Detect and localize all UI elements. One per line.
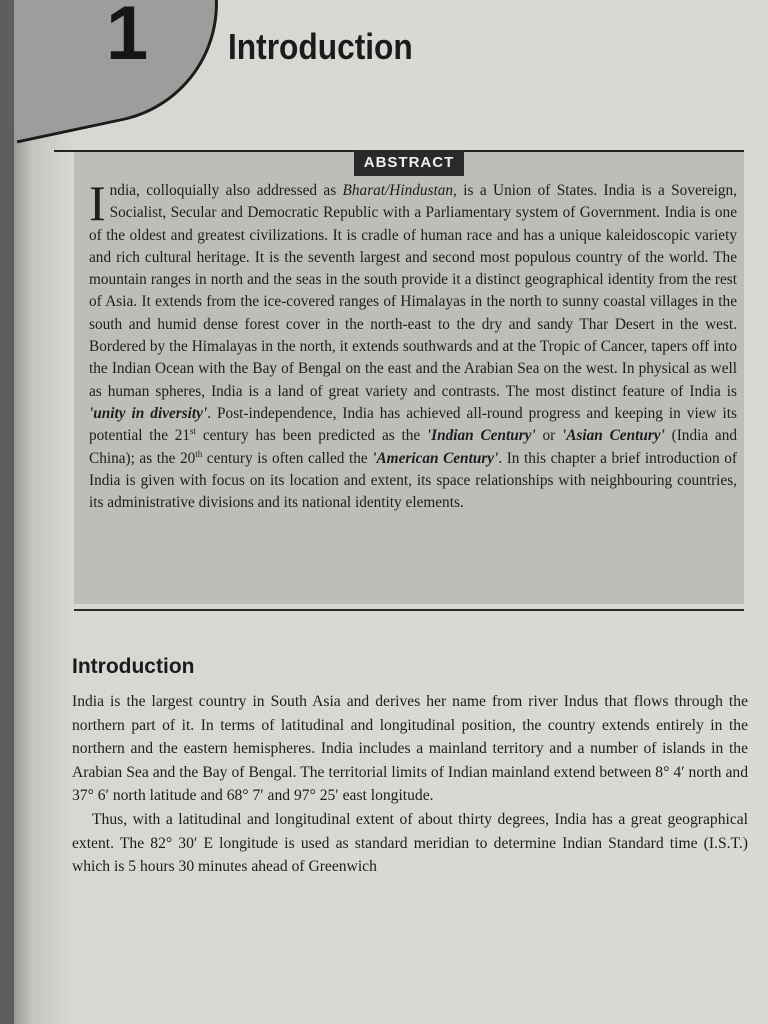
chapter-number: 1: [106, 0, 147, 76]
section-body: [72, 690, 748, 879]
abstract-part: . In this chapter a brief introduction of India is given with focus on its location and extent, its space relationships with neighbouring countries, its administrative divisions and its national identity elements.: [89, 449, 737, 512]
section-heading: Introduction: [72, 655, 195, 678]
abstract-part: , is a Union of States. India is a Sovereign, Socialist, Secular and Democratic Republic with a Parliamentary system of Government. India is one of the oldest and greatest civilizations. It is cradle of human race and has a unique kaleidoscopic variety and rich cultural heritage. It is the seventh largest and second most populous country of the world. The mountain ranges in north and the seas in the south provide it a distinct geographical identity from the rest of Asia. It extends from the ice-covered ranges of Himalayas in the north to sunny coastal villages in the south and humid dense forest cover in the north-east to the dry and sandy Thar Desert in the west. Bordered by the Himalayas in the north, it extends southwards and at the Tropic of Cancer, tapers off into the Indian Ocean with the Bay of Bengal on the east and the Arabian Sea on the west. In physical as well as human spheres, India is a land of great variety and contrasts. The most distinct feature of India is: [89, 182, 737, 400]
abstract-part: . Post-independence, India has achieved all-round progress and keeping in view its potential the 21: [89, 404, 737, 445]
abstract-label: ABSTRACT: [354, 150, 464, 176]
abstract-emphasis: 'American Century': [372, 449, 499, 467]
body-paragraph: Thus, with a latitudinal and longitudinal extent of about thirty degrees, India has a great geographical extent. The 82° 30′ E longitude is used as standard meridian to determine Indian Standard time (I.S.T.) which is 5 hours 30 minutes ahead of Greenwich: [72, 810, 748, 876]
abstract-text: [89, 175, 737, 514]
chapter-title: Introduction: [228, 26, 413, 67]
abstract-emphasis: 'unity in diversity': [89, 404, 208, 422]
abstract-part: century has been predicted as the: [196, 427, 427, 445]
abstract-emphasis: 'Indian Century': [426, 427, 536, 445]
abstract-emphasis: Bharat/Hindustan: [342, 182, 454, 199]
abstract-part: ndia, colloquially also addressed as: [109, 182, 343, 199]
superscript: th: [195, 448, 203, 459]
book-page: [14, 0, 768, 1024]
body-paragraph: India is the largest country in South Asia and derives her name from river Indus that flows through the northern part of it. In terms of latitudinal and longitudinal position, the country extends entirely in the northern and the eastern hemispheres. India includes a mainland territory and a number of islands in the Arabian Sea and the Bay of Bengal. The territorial limits of Indian mainland extend between 8° 4′ north and 37° 6′ north latitude and 68° 7′ and 97° 25′ east longitude.: [72, 693, 748, 805]
abstract-part: or: [535, 427, 562, 445]
abstract-part: century is often called the: [202, 449, 373, 467]
abstract-emphasis: 'Asian Century': [562, 427, 665, 445]
superscript: st: [190, 426, 197, 437]
abstract-part: (India and China); as the 20: [89, 427, 737, 467]
abstract-bottom-rule: [74, 609, 744, 611]
abstract-dropcap: I: [89, 175, 106, 231]
